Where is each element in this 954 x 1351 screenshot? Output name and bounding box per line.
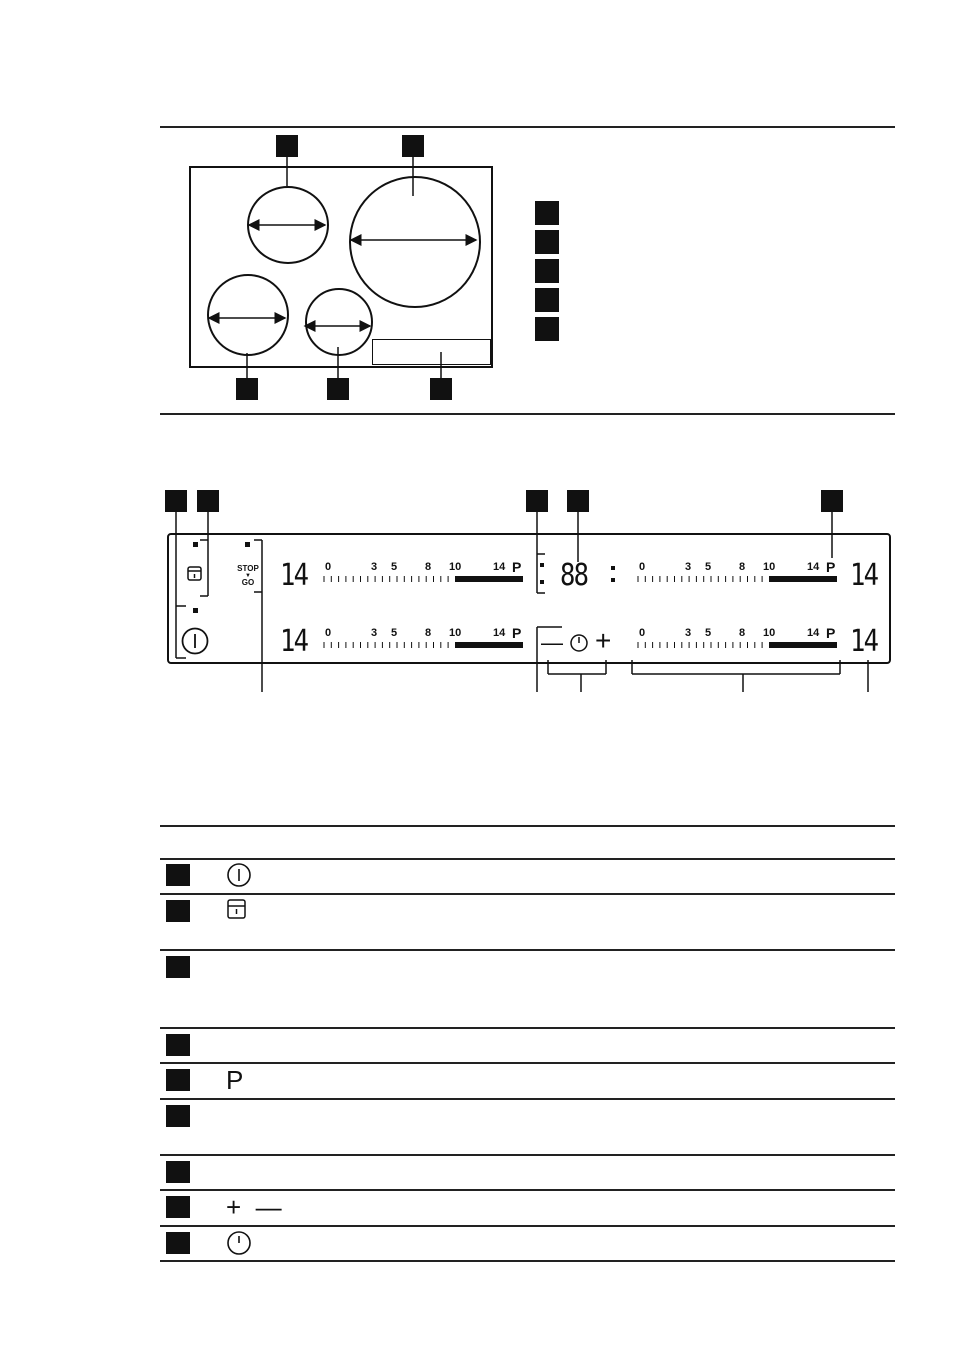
row-symbol-text: + — bbox=[226, 1192, 282, 1222]
table-row bbox=[160, 894, 895, 950]
table-row bbox=[160, 1190, 895, 1226]
scale-tick-label: 3 bbox=[685, 561, 692, 573]
scale-tick-label: 10 bbox=[763, 627, 776, 639]
power-indicator-dot bbox=[193, 608, 198, 613]
timer-dot-br bbox=[611, 578, 615, 582]
scale-tick-label: 8 bbox=[739, 627, 746, 639]
go-label[interactable]: GO bbox=[241, 578, 255, 587]
stop-label[interactable]: STOP bbox=[237, 564, 259, 573]
row-symbol bbox=[226, 1194, 282, 1220]
lower-rule-table-top bbox=[160, 825, 895, 827]
table-row bbox=[160, 1155, 895, 1190]
scale-p-label: P bbox=[512, 559, 522, 575]
scale-tick-label: 5 bbox=[705, 627, 712, 639]
power-scale-left-bottom[interactable] bbox=[321, 627, 521, 657]
timer-plus-button[interactable]: + bbox=[595, 625, 612, 656]
scale-ticks bbox=[321, 641, 523, 649]
row-callout bbox=[166, 900, 190, 922]
scale-p-label: P bbox=[826, 625, 836, 641]
scale-tick-label: 3 bbox=[685, 627, 692, 639]
timer-dot-tr bbox=[611, 566, 615, 570]
display-right-top: 14 bbox=[850, 558, 878, 593]
scale-tick-label: 3 bbox=[371, 627, 378, 639]
row-symbol bbox=[226, 1067, 243, 1093]
row-callout bbox=[166, 1196, 190, 1218]
row-symbol bbox=[226, 898, 248, 924]
scale-tick-label: 10 bbox=[449, 627, 462, 639]
row-callout bbox=[166, 1034, 190, 1056]
table-row bbox=[160, 1063, 895, 1099]
power-scale-left-top[interactable] bbox=[321, 561, 521, 591]
table-row bbox=[160, 950, 895, 1028]
table-row bbox=[160, 1226, 895, 1261]
row-callout bbox=[166, 1105, 190, 1127]
display-left-bottom: 14 bbox=[280, 624, 308, 659]
timer-dot-tl bbox=[540, 563, 544, 567]
lock-icon[interactable] bbox=[187, 566, 203, 582]
scale-ticks bbox=[321, 575, 523, 583]
display-left-top: 14 bbox=[280, 558, 308, 593]
scale-tick-label: 5 bbox=[391, 561, 398, 573]
timer-dot-bl bbox=[540, 580, 544, 584]
display-right-bottom: 14 bbox=[850, 624, 878, 659]
clock-icon[interactable] bbox=[569, 633, 589, 653]
lock-indicator-dot bbox=[193, 542, 198, 547]
row-callout bbox=[166, 956, 190, 978]
scale-tick-label: 8 bbox=[425, 561, 432, 573]
scale-tick-label: 14 bbox=[807, 627, 820, 639]
scale-tick-label: 5 bbox=[705, 561, 712, 573]
scale-tick-label: 14 bbox=[493, 561, 506, 573]
row-callout bbox=[166, 1069, 190, 1091]
table-row bbox=[160, 1028, 895, 1063]
scale-tick-label: 10 bbox=[449, 561, 462, 573]
row-callout bbox=[166, 1232, 190, 1254]
scale-tick-label: 0 bbox=[639, 561, 646, 573]
power-scale-right-bottom[interactable] bbox=[635, 627, 835, 657]
table-row bbox=[160, 858, 895, 894]
row-symbol-text: P bbox=[226, 1065, 244, 1095]
row-symbol bbox=[226, 1230, 252, 1260]
scale-ticks bbox=[635, 641, 837, 649]
power-icon bbox=[226, 862, 252, 888]
scale-tick-label: 5 bbox=[391, 627, 398, 639]
timer-minus-button[interactable]: — bbox=[541, 630, 563, 655]
scale-tick-label: 8 bbox=[739, 561, 746, 573]
power-icon[interactable] bbox=[180, 626, 210, 656]
scale-tick-label: 0 bbox=[325, 627, 332, 639]
scale-tick-label: 8 bbox=[425, 627, 432, 639]
row-callout bbox=[166, 1161, 190, 1183]
row-bottom-rule bbox=[160, 1260, 895, 1262]
scale-tick-label: 14 bbox=[493, 627, 506, 639]
scale-tick-label: 14 bbox=[807, 561, 820, 573]
scale-tick-label: 3 bbox=[371, 561, 378, 573]
lock-icon bbox=[226, 898, 248, 920]
row-symbol bbox=[226, 862, 252, 892]
table-row bbox=[160, 1099, 895, 1155]
scale-p-label: P bbox=[512, 625, 522, 641]
power-scale-right-top[interactable] bbox=[635, 561, 835, 591]
clock-icon bbox=[226, 1230, 252, 1256]
stopgo-arrow: ▼ bbox=[245, 573, 251, 579]
scale-tick-label: 10 bbox=[763, 561, 776, 573]
scale-tick-label: 0 bbox=[325, 561, 332, 573]
scale-ticks bbox=[635, 575, 837, 583]
stopgo-indicator-dot bbox=[245, 542, 250, 547]
timer-display: 88 bbox=[560, 558, 588, 593]
scale-tick-label: 0 bbox=[639, 627, 646, 639]
scale-p-label: P bbox=[826, 559, 836, 575]
row-callout bbox=[166, 864, 190, 886]
